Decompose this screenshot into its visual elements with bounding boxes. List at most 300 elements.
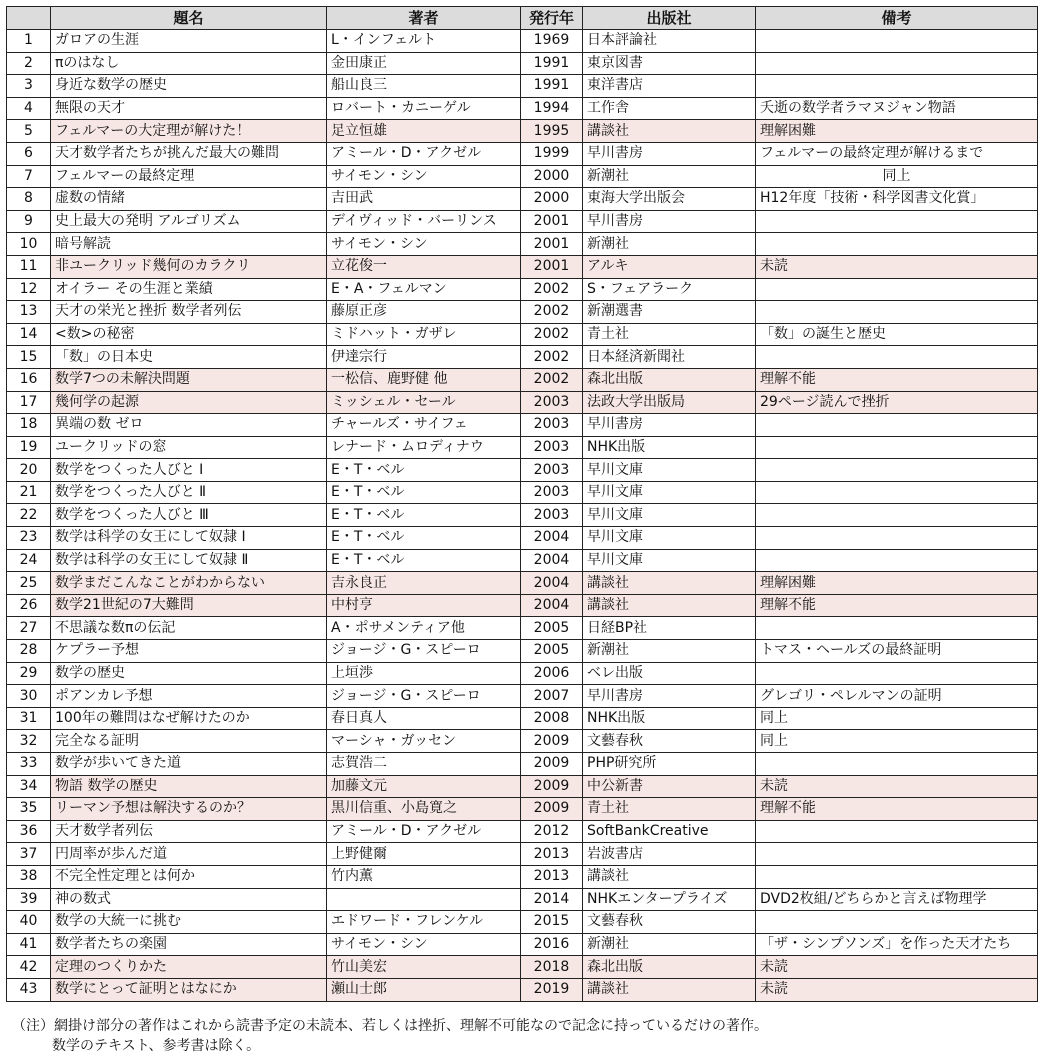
row-author: E・T・ベル	[327, 481, 521, 504]
row-author: デイヴィッド・バーリンス	[327, 210, 521, 233]
table-row	[7, 820, 1038, 843]
row-title: 史上最大の発明 アルゴリズム	[51, 210, 327, 233]
row-number: 6	[7, 142, 51, 165]
header-year: 発行年	[521, 7, 583, 30]
row-number: 31	[7, 707, 51, 730]
row-title: 幾何学の起源	[51, 391, 327, 414]
row-title: 天才の栄光と挫折 数学者列伝	[51, 301, 327, 324]
row-author: ジョージ・G・スピーロ	[327, 640, 521, 663]
row-author: A・ポサメンティア他	[327, 617, 521, 640]
row-number: 16	[7, 368, 51, 391]
table-row	[7, 617, 1038, 640]
row-remarks: 「数」の誕生と歴史	[756, 323, 1038, 346]
row-number: 41	[7, 933, 51, 956]
table-row	[7, 255, 1038, 278]
row-year: 1995	[521, 120, 583, 143]
row-year: 2009	[521, 730, 583, 753]
row-title: πのはなし	[51, 52, 327, 75]
row-publisher: 青土社	[583, 798, 756, 821]
row-title: 天才数学者列伝	[51, 820, 327, 843]
table-row	[7, 730, 1038, 753]
row-publisher: 東京図書	[583, 52, 756, 75]
row-publisher: 新潮選書	[583, 301, 756, 324]
footnote	[12, 1016, 768, 1056]
row-year: 2003	[521, 391, 583, 414]
row-title: 数学は科学の女王にして奴隷 Ⅰ	[51, 527, 327, 550]
row-author: 船山良三	[327, 75, 521, 98]
row-author: 竹内薫	[327, 865, 521, 888]
row-title: ポアンカレ予想	[51, 685, 327, 708]
row-number: 36	[7, 820, 51, 843]
table-row	[7, 301, 1038, 324]
row-number: 22	[7, 504, 51, 527]
row-author: 立花俊一	[327, 255, 521, 278]
row-author: 伊達宗行	[327, 346, 521, 369]
row-author: マーシャ・ガッセン	[327, 730, 521, 753]
row-title: 数学まだこんなことがわからない	[51, 572, 327, 595]
table-row	[7, 391, 1038, 414]
row-author: サイモン・シン	[327, 233, 521, 256]
row-publisher: 早川文庫	[583, 481, 756, 504]
row-remarks: 同上	[756, 707, 1038, 730]
row-remarks	[756, 662, 1038, 685]
table-row	[7, 888, 1038, 911]
row-year: 2002	[521, 278, 583, 301]
table-row	[7, 481, 1038, 504]
row-author: 藤原正彦	[327, 301, 521, 324]
row-publisher: 森北出版	[583, 368, 756, 391]
row-number: 34	[7, 775, 51, 798]
row-title: 物語 数学の歴史	[51, 775, 327, 798]
row-number: 1	[7, 30, 51, 53]
row-title: 身近な数学の歴史	[51, 75, 327, 98]
row-number: 3	[7, 75, 51, 98]
table-row	[7, 662, 1038, 685]
row-remarks: フェルマーの最終定理が解けるまで	[756, 142, 1038, 165]
table-row	[7, 346, 1038, 369]
row-title: 定理のつくりかた	[51, 956, 327, 979]
row-remarks: 未読	[756, 978, 1038, 1001]
row-remarks: H12年度「技術・科学図書文化賞」	[756, 188, 1038, 211]
row-remarks: 理解不能	[756, 368, 1038, 391]
row-remarks: 「ザ・シンプソンズ」を作った天才たち	[756, 933, 1038, 956]
row-number: 39	[7, 888, 51, 911]
row-year: 2012	[521, 820, 583, 843]
row-remarks: 未読	[756, 956, 1038, 979]
table-row	[7, 459, 1038, 482]
table-row	[7, 640, 1038, 663]
row-publisher: 早川書房	[583, 142, 756, 165]
row-title: 完全なる証明	[51, 730, 327, 753]
row-remarks	[756, 233, 1038, 256]
table-row	[7, 75, 1038, 98]
row-title: 不完全性定理とは何か	[51, 865, 327, 888]
row-number: 2	[7, 52, 51, 75]
row-title: 数学が歩いてきた道	[51, 753, 327, 776]
table-row	[7, 120, 1038, 143]
row-title: ケプラー予想	[51, 640, 327, 663]
row-remarks: 理解困難	[756, 572, 1038, 595]
table-row	[7, 572, 1038, 595]
header-remarks: 備考	[756, 7, 1038, 30]
row-remarks	[756, 75, 1038, 98]
row-title: 数学をつくった人びと Ⅱ	[51, 481, 327, 504]
row-publisher: 岩波書店	[583, 843, 756, 866]
row-publisher: 森北出版	[583, 956, 756, 979]
row-title: ガロアの生涯	[51, 30, 327, 53]
row-publisher: 新潮社	[583, 233, 756, 256]
row-year: 2003	[521, 504, 583, 527]
table-row	[7, 142, 1038, 165]
row-title: 不思議な数πの伝記	[51, 617, 327, 640]
row-author: チャールズ・サイフェ	[327, 414, 521, 437]
row-title: 神の数式	[51, 888, 327, 911]
row-publisher: 法政大学出版局	[583, 391, 756, 414]
row-remarks	[756, 617, 1038, 640]
row-number: 23	[7, 527, 51, 550]
row-title: 数学にとって証明とはなにか	[51, 978, 327, 1001]
header-row	[7, 7, 1038, 30]
row-author: ミッシェル・セール	[327, 391, 521, 414]
row-author: 春日真人	[327, 707, 521, 730]
row-author: 中村亨	[327, 594, 521, 617]
row-year: 1999	[521, 142, 583, 165]
row-year: 2001	[521, 233, 583, 256]
row-author	[327, 888, 521, 911]
row-year: 2018	[521, 956, 583, 979]
row-remarks: DVD2枚組/どちらかと言えば物理学	[756, 888, 1038, 911]
row-remarks	[756, 52, 1038, 75]
row-number: 30	[7, 685, 51, 708]
row-year: 2009	[521, 753, 583, 776]
row-number: 38	[7, 865, 51, 888]
row-author: 上野健爾	[327, 843, 521, 866]
row-year: 2004	[521, 549, 583, 572]
row-title: 無限の天才	[51, 97, 327, 120]
row-number: 11	[7, 255, 51, 278]
table-row	[7, 753, 1038, 776]
row-publisher: 講談社	[583, 120, 756, 143]
row-publisher: NHK出版	[583, 707, 756, 730]
row-number: 7	[7, 165, 51, 188]
row-number: 5	[7, 120, 51, 143]
row-publisher: ベレ出版	[583, 662, 756, 685]
row-title: 円周率が歩んだ道	[51, 843, 327, 866]
row-title: <数>の秘密	[51, 323, 327, 346]
row-remarks: 同上	[756, 165, 1038, 188]
row-author: 上垣渉	[327, 662, 521, 685]
table-row	[7, 933, 1038, 956]
row-publisher: 新潮社	[583, 165, 756, 188]
row-year: 2016	[521, 933, 583, 956]
row-remarks	[756, 436, 1038, 459]
row-publisher: 早川文庫	[583, 549, 756, 572]
table-row	[7, 685, 1038, 708]
row-number: 9	[7, 210, 51, 233]
row-title: ユークリッドの窓	[51, 436, 327, 459]
row-author: 瀬山士郎	[327, 978, 521, 1001]
row-title: 「数」の日本史	[51, 346, 327, 369]
table-row	[7, 436, 1038, 459]
row-remarks: グレゴリ・ペレルマンの証明	[756, 685, 1038, 708]
row-remarks: 理解困難	[756, 120, 1038, 143]
row-remarks: 理解不能	[756, 594, 1038, 617]
table-row	[7, 323, 1038, 346]
row-year: 2002	[521, 301, 583, 324]
row-title: 異端の数 ゼロ	[51, 414, 327, 437]
row-number: 37	[7, 843, 51, 866]
row-title: フェルマーの大定理が解けた！	[51, 120, 327, 143]
row-remarks	[756, 504, 1038, 527]
row-year: 2002	[521, 323, 583, 346]
row-title: 数学7つの未解決問題	[51, 368, 327, 391]
row-number: 15	[7, 346, 51, 369]
row-year: 2000	[521, 165, 583, 188]
row-publisher: 早川書房	[583, 685, 756, 708]
row-number: 13	[7, 301, 51, 324]
row-publisher: 中公新書	[583, 775, 756, 798]
row-publisher: PHP研究所	[583, 753, 756, 776]
row-publisher: 早川文庫	[583, 527, 756, 550]
row-author: 一松信、鹿野健 他	[327, 368, 521, 391]
header-publisher: 出版社	[583, 7, 756, 30]
row-number: 27	[7, 617, 51, 640]
row-publisher: 日本経済新聞社	[583, 346, 756, 369]
row-title: リーマン予想は解決するのか？	[51, 798, 327, 821]
row-remarks	[756, 843, 1038, 866]
row-year: 2003	[521, 436, 583, 459]
table-row	[7, 956, 1038, 979]
header-title: 題名	[51, 7, 327, 30]
row-number: 28	[7, 640, 51, 663]
row-remarks	[756, 210, 1038, 233]
table-row	[7, 368, 1038, 391]
row-author: 金田康正	[327, 52, 521, 75]
row-year: 2004	[521, 594, 583, 617]
row-year: 2008	[521, 707, 583, 730]
row-publisher: SoftBankCreative	[583, 820, 756, 843]
table-row	[7, 414, 1038, 437]
table-row	[7, 775, 1038, 798]
row-publisher: NHK出版	[583, 436, 756, 459]
table-row	[7, 278, 1038, 301]
row-title: 100年の難問はなぜ解けたのか	[51, 707, 327, 730]
row-author: 吉田武	[327, 188, 521, 211]
row-year: 2001	[521, 210, 583, 233]
row-title: 数学の大統一に挑む	[51, 911, 327, 934]
row-publisher: S・フェアラーク	[583, 278, 756, 301]
row-year: 2001	[521, 255, 583, 278]
row-remarks	[756, 481, 1038, 504]
row-author: アミール・D・アクゼル	[327, 820, 521, 843]
row-publisher: 東海大学出版会	[583, 188, 756, 211]
table-row	[7, 504, 1038, 527]
row-year: 2002	[521, 368, 583, 391]
row-year: 1991	[521, 52, 583, 75]
row-year: 2004	[521, 572, 583, 595]
row-author: 竹山美宏	[327, 956, 521, 979]
table-row	[7, 97, 1038, 120]
row-publisher: 早川書房	[583, 414, 756, 437]
table-row	[7, 527, 1038, 550]
row-publisher: 早川文庫	[583, 504, 756, 527]
row-remarks	[756, 527, 1038, 550]
row-title: 数学の歴史	[51, 662, 327, 685]
row-remarks: 未読	[756, 775, 1038, 798]
row-remarks	[756, 753, 1038, 776]
row-number: 42	[7, 956, 51, 979]
row-title: 数学をつくった人びと Ⅲ	[51, 504, 327, 527]
row-number: 20	[7, 459, 51, 482]
row-year: 2013	[521, 865, 583, 888]
row-author: 志賀浩二	[327, 753, 521, 776]
row-author: L・インフェルト	[327, 30, 521, 53]
table-row	[7, 233, 1038, 256]
row-number: 24	[7, 549, 51, 572]
row-number: 12	[7, 278, 51, 301]
row-number: 33	[7, 753, 51, 776]
row-number: 4	[7, 97, 51, 120]
row-title: 暗号解読	[51, 233, 327, 256]
row-remarks	[756, 549, 1038, 572]
row-publisher: 文藝春秋	[583, 730, 756, 753]
row-year: 2007	[521, 685, 583, 708]
footnote-line-2: 数学のテキスト、参考書は除く。	[52, 1038, 261, 1054]
row-remarks: 理解不能	[756, 798, 1038, 821]
row-number: 19	[7, 436, 51, 459]
row-author: サイモン・シン	[327, 165, 521, 188]
row-publisher: 早川書房	[583, 210, 756, 233]
row-author: レナード・ムロディナウ	[327, 436, 521, 459]
row-publisher: 日本評論社	[583, 30, 756, 53]
row-remarks: 同上	[756, 730, 1038, 753]
table-row	[7, 911, 1038, 934]
row-author: E・T・ベル	[327, 459, 521, 482]
row-number: 43	[7, 978, 51, 1001]
row-number: 17	[7, 391, 51, 414]
row-author: E・T・ベル	[327, 504, 521, 527]
row-publisher: NHKエンタープライズ	[583, 888, 756, 911]
row-publisher: 東洋書店	[583, 75, 756, 98]
row-year: 2019	[521, 978, 583, 1001]
table-row	[7, 30, 1038, 53]
row-title: フェルマーの最終定理	[51, 165, 327, 188]
row-year: 2003	[521, 481, 583, 504]
table-row	[7, 865, 1038, 888]
row-year: 1969	[521, 30, 583, 53]
row-remarks	[756, 820, 1038, 843]
row-author: 足立恒雄	[327, 120, 521, 143]
row-title: 数学は科学の女王にして奴隷 Ⅱ	[51, 549, 327, 572]
row-number: 8	[7, 188, 51, 211]
row-title: 数学をつくった人びと Ⅰ	[51, 459, 327, 482]
row-remarks	[756, 865, 1038, 888]
row-remarks: 29ページ読んで挫折	[756, 391, 1038, 414]
row-remarks: 未読	[756, 255, 1038, 278]
row-title: オイラー その生涯と業績	[51, 278, 327, 301]
row-remarks: 夭逝の数学者ラマヌジャン物語	[756, 97, 1038, 120]
row-year: 2013	[521, 843, 583, 866]
row-number: 10	[7, 233, 51, 256]
row-remarks	[756, 278, 1038, 301]
row-remarks: トマス・ヘールズの最終証明	[756, 640, 1038, 663]
row-title: 虚数の情緒	[51, 188, 327, 211]
table-row	[7, 210, 1038, 233]
row-year: 2003	[521, 459, 583, 482]
row-number: 40	[7, 911, 51, 934]
row-author: ミドハット・ガザレ	[327, 323, 521, 346]
row-publisher: 講談社	[583, 572, 756, 595]
table-row	[7, 549, 1038, 572]
table-row	[7, 188, 1038, 211]
book-table	[6, 6, 1038, 1002]
row-author: ジョージ・G・スピーロ	[327, 685, 521, 708]
row-publisher: 早川文庫	[583, 459, 756, 482]
table-row	[7, 843, 1038, 866]
row-publisher: 講談社	[583, 594, 756, 617]
row-year: 2009	[521, 798, 583, 821]
row-title: 数学21世紀の7大難問	[51, 594, 327, 617]
row-publisher: 新潮社	[583, 640, 756, 663]
row-year: 2000	[521, 188, 583, 211]
row-year: 2015	[521, 911, 583, 934]
row-author: 吉永良正	[327, 572, 521, 595]
row-number: 21	[7, 481, 51, 504]
row-publisher: 日経BP社	[583, 617, 756, 640]
book-list-sheet	[6, 6, 1038, 1002]
row-number: 18	[7, 414, 51, 437]
row-author: E・T・ベル	[327, 527, 521, 550]
row-title: 数学者たちの楽園	[51, 933, 327, 956]
row-year: 1994	[521, 97, 583, 120]
row-author: E・T・ベル	[327, 549, 521, 572]
row-year: 2003	[521, 414, 583, 437]
row-author: ロバート・カニーゲル	[327, 97, 521, 120]
row-remarks	[756, 459, 1038, 482]
row-year: 1991	[521, 75, 583, 98]
row-year: 2006	[521, 662, 583, 685]
row-remarks	[756, 346, 1038, 369]
table-body	[7, 30, 1038, 1002]
row-title: 非ユークリッド幾何のカラクリ	[51, 255, 327, 278]
table-row	[7, 707, 1038, 730]
row-author: E・A・フェルマン	[327, 278, 521, 301]
header-number	[7, 7, 51, 30]
row-year: 2002	[521, 346, 583, 369]
row-year: 2009	[521, 775, 583, 798]
row-publisher: 青土社	[583, 323, 756, 346]
row-number: 29	[7, 662, 51, 685]
table-row	[7, 798, 1038, 821]
row-publisher: 講談社	[583, 978, 756, 1001]
row-publisher: 工作舎	[583, 97, 756, 120]
row-number: 14	[7, 323, 51, 346]
footnote-line-1: （注）網掛け部分の著作はこれから読書予定の未読本、若しくは挫折、理解不可能なので記念に持っているだけの著作。	[12, 1018, 768, 1034]
row-publisher: 文藝春秋	[583, 911, 756, 934]
row-publisher: 新潮社	[583, 933, 756, 956]
row-author: アミール・D・アクゼル	[327, 142, 521, 165]
row-author: 黒川信重、小島寛之	[327, 798, 521, 821]
header-author: 著者	[327, 7, 521, 30]
row-remarks	[756, 414, 1038, 437]
row-remarks	[756, 30, 1038, 53]
row-author: エドワード・フレンケル	[327, 911, 521, 934]
table-row	[7, 165, 1038, 188]
row-remarks	[756, 301, 1038, 324]
row-number: 25	[7, 572, 51, 595]
table-row	[7, 978, 1038, 1001]
row-year: 2005	[521, 617, 583, 640]
